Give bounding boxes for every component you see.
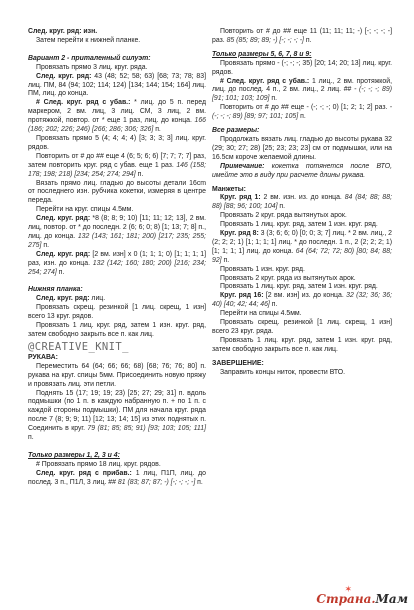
text-line: Круг. ряд 1: 2 вм. изн. из. до конца. 84 (84; 88; 88; 88) [88; 96; 100; 104] п. (212, 194, 392, 211)
text-line: Провязать скрещ. резинкой [1 лиц. скрещ, 1 изн] всего 13 круг. рядов. (28, 304, 206, 321)
text-line: Провязать 1 лиц. круг. ряд, затем 1 изн. круг. ряд, затем свободно закрыть все п. как лиц. (212, 336, 392, 353)
star-icon: ✶ (344, 584, 352, 594)
text-line: След. круг. ряд: 43 (48; 52; 58; 63) [68; 73; 78; 83] лиц. ПМ, 84 (94; 102; 114; 124) [134; 144; 154; 164] лиц. ПМ, лиц. до конца. (28, 72, 206, 98)
text-line: Круг. ряд 8: 3 (3; 6; 6; 0) [0; 0; 3; 7] лиц. * 2 вм. лиц., 2 (2; 2; 2; 1) [1; 1; 1; 1] лиц. * до последн. 1 п., 2 (2; 2; 2; 1) [1; 1; 1; 1] лиц. до конца. 64 (64; 72; 72; 80) [80; 84; 88; 92] п. (212, 230, 392, 264)
row-label: След. круг. ряд: изн. (28, 28, 98, 35)
text-line: Заправить концы ниток, провести ВТО. (220, 368, 345, 376)
section-title: Нижняя планка: (28, 286, 83, 294)
text-line: Продолжать вязать лиц. гладью до высоты рукава 32 (29; 30; 27; 28) [25; 23; 23; 23] см от подмышки, или на 16.5см короче желаемой длины. (212, 135, 392, 161)
text-line: Провязать 1 изн. круг. ряд. (220, 265, 305, 273)
text-line: Круг. ряд 16: [2 вм. изн] из. до конца. 32 (32; 36; 36; 40) [40; 42; 44; 46] п. (212, 292, 392, 309)
text-line: След. круг. ряд: лиц. (36, 295, 106, 303)
text-line: # След. круг. ряд с убав.: * лиц. до 5 п. перед маркером, 2 вм. лиц, 3 лиц. СМ, 3 лиц, 2 вм. протяжкой, повтор. от * еще 1 раз, лиц. до конца. 166 (186; 202; 226; 246) [266; 286; 306; 326] п. (28, 99, 206, 134)
row-label: След. круг. ряд: (36, 250, 91, 258)
row-label: След. круг. ряд: (36, 215, 91, 223)
right-column (212, 28, 392, 378)
text-line: Провязать 2 круг. ряда из вытянутых арок. (220, 274, 356, 282)
row-label: Круг. ряд 16: (220, 292, 264, 300)
text-line: Провязать 1 лиц. круг. ряд, затем 1 изн. круг. ряд. (220, 221, 378, 229)
text-line: # След. круг. ряд с убав.: 1 лиц., 2 вм. протяжкой, лиц. до послед. 4 п., 2 вм. лиц., 2 лиц. ## - (-; -; -; 89) [91; 101; 103; 109] п. (212, 77, 392, 103)
text-line: След. круг. ряд с прибав.: 1 лиц, П1П, лиц. до послед. 3 п., П1Л, 3 лиц. ## 81 (83; 87; 87; -) [-; -; -; -] п. (28, 469, 206, 486)
text-line: Провязать прямо 5 (4; 4; 4; 4) [3; 3; 3; 3] лиц. круг. рядов. (28, 134, 206, 151)
note-label: Примечание: (220, 162, 265, 170)
row-label: След. круг. ряд: (36, 295, 90, 303)
text-line: Повторить от # до ## еще - (-; -; -; 0) [1; 2; 1; 2] раз. - (-; -; -; 89) [89; 97; 101; 105] п. (212, 104, 392, 121)
section-title: РУКАВА: (28, 353, 58, 361)
row-label: # След. круг. ряд с убав.: (36, 99, 131, 107)
text-line: Провязать прямо - (-; -; -; 35) [20; 14; 20; 13] лиц. круг. рядов. (212, 59, 392, 76)
text-line: Провязать 2 круг. ряда вытянутых арок. (220, 212, 347, 220)
text-line: Примечание: кокетка потянется после ВТО, имейте это в виду при расчете длины рукава. (212, 162, 392, 179)
section-title: Все размеры: (212, 127, 260, 135)
text-line: Провязать 1 лиц. круг. ряд, затем 1 изн. круг. ряд. (220, 283, 378, 291)
site-logo: Страна.Мам (316, 592, 408, 606)
text-line (28, 28, 206, 37)
left-column (28, 28, 206, 488)
text-line: След. круг. ряд: [2 вм. изн] x 0 (1; 1; 1; 0) [1; 1; 1; 1] раз, изн. до конца. 132 (142; 160; 180; 200) [216; 234; 254; 274] п. (28, 250, 206, 276)
section-title: ЗАВЕРШЕНИЕ: (212, 359, 264, 367)
text-line: Повторить от # до ## еще 11 (11; 11; 11; -) [-; -; -; -] раз. 85 (85; 89; 89; -) [-; -; -; -] п. (212, 28, 392, 44)
text-line: Поднять 15 (17; 19; 19; 23) [25; 27; 29; 31] п. вдоль подмышки (по 1 п. в каждую набранную п. + по 1 п. с каждой стороны подмышки). ПМ для начала круг. ряда после 7 (8; 9; 9; 11) [12; 13; 14; 15] из этих поднятых п. Соединить в круг. 79 (81; 85; 85; 91) [93; 103; 105; 111] п. (28, 389, 206, 442)
section-title: Вариант 2 - приталенный силуэт: (28, 54, 151, 62)
text-line: Перейти на круг. спицы 4.5мм. (36, 206, 134, 214)
row-label: # След. круг. ряд с убав.: (220, 77, 310, 85)
text-line: Вязать прямо лиц. гладью до высоты детали 16cm от последнего изн. рубчика кокетки, измеряя в центре переда. (28, 179, 206, 205)
row-label: След. круг. ряд с прибав.: (36, 469, 132, 477)
text-line: Затем перейти к нижней планке. (36, 36, 141, 44)
text-line: Перейти на спицы 4.5мм. (220, 310, 302, 318)
text-line: След. круг. ряд: *8 (8; 8; 9; 10) [11; 11; 12; 13], 2 вм. лиц, повтор. от * до последн. 2 (6; 6; 0; 8) [1; 13; 7; 8] п., лиц. до конца. 132 (143; 161; 181; 200) [217; 235; 255; 275] п. (28, 215, 206, 249)
row-label: Круг. ряд 8: (220, 230, 259, 238)
text-line: Повторить от # до ## еще 4 (6; 5; 6; 6) [7; 7; 7; 7] раз, затем повторить круг. ряд с убав. еще 1 раз. 146 (158; 178; 198; 218) [234; 254; 274; 294] п. (28, 152, 206, 178)
row-label: Круг. ряд 1: (220, 194, 261, 202)
text-line: Провязать скрещ. резинкой [1 лиц. скрещ, 1 изн] всего 23 круг. ряда. (212, 319, 392, 335)
text-line: Провязать 1 лиц. круг. ряд, затем 1 изн. круг. ряд, затем свободно закрыть все п. как лиц. (28, 322, 206, 338)
section-title: Манжеты: (212, 185, 246, 193)
text-line: Провязать прямо 3 лиц. круг. ряда. (36, 63, 148, 71)
watermark: @CREATIVE_KNIT_ (28, 340, 129, 353)
row-label: След. круг. ряд: (36, 72, 92, 80)
text-line: # Провязать прямо 18 лиц. круг. рядов. (36, 460, 161, 468)
section-title: Только размеры 5, 6, 7, 8 и 9: (212, 50, 312, 58)
text-line: Переместить 64 (64; 66; 66; 68) [68; 76; 76; 80] п. рукава на круг. спицы 5мм. Присоединить новую пряжу и провязать лиц. эти петли. (28, 362, 206, 388)
section-title: Только размеры 1, 2, 3 и 4: (28, 451, 120, 459)
